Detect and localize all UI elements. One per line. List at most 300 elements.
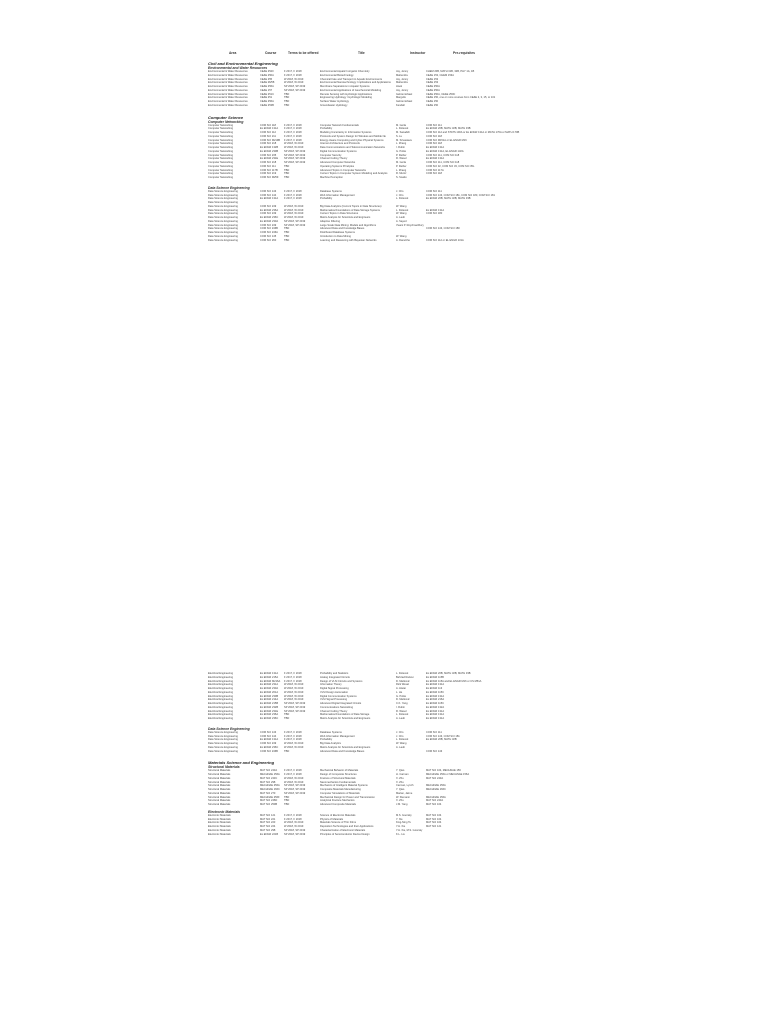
cell-prerequisites: COM SCI 118 — [426, 142, 442, 146]
cell-prerequisites: MAT SCI 121 — [426, 825, 442, 828]
cell-course: CE&E 157 — [260, 88, 273, 92]
cell-terms: W 2018, W 2019 — [284, 77, 304, 81]
cell-prerequisites: MAT SCI 104 — [426, 803, 442, 806]
cell-title: Current Topics in Data Structures — [320, 212, 359, 216]
cell-terms: F 2017, F 2018 — [284, 813, 302, 817]
cell-area: Computer Networking — [208, 164, 234, 168]
cell-instructor: L. Dolecek — [396, 713, 409, 717]
subsection-title: Data Science Engineering — [208, 185, 250, 190]
cell-terms: W 2018, W 2019 — [284, 146, 304, 149]
cell-title: Matrix Analysis for Scientists and Engineers — [320, 216, 371, 219]
cell-area: Electrical Engineering — [208, 717, 234, 720]
cell-title: Characterization of Electronic Materials — [320, 828, 366, 832]
cell-area: Electrical Engineering — [208, 690, 234, 694]
cell-instructor: L. Zhang — [396, 142, 407, 146]
cell-instructor: M. Gerla — [396, 161, 406, 164]
cell-prerequisites: MECHNAE 156A or MECHNAE 156A — [426, 773, 470, 776]
cell-area: Electronic Materials — [208, 813, 231, 817]
cell-instructor: Marian, Jaime — [396, 791, 413, 795]
cell-instructor: L. Dolecek — [396, 197, 409, 201]
cell-course: EL ENGR 214A — [260, 698, 279, 702]
cell-course: COM SCI 218 — [260, 161, 277, 164]
cell-area: Data Science Engineering — [208, 208, 238, 212]
cell-instructor: W. Wang — [396, 742, 407, 745]
cell-area: Electrical Engineering — [208, 672, 234, 675]
cell-title: Mechanical Behavior of Materials — [320, 769, 359, 773]
cell-area: Computer Networking — [208, 142, 234, 146]
cell-terms: TBD — [284, 100, 290, 103]
cell-instructor: Gebremichael — [396, 100, 413, 103]
cell-terms: TBD — [284, 92, 290, 96]
cell-instructor: C.K. Yang — [396, 702, 408, 705]
cell-area: Electrical Engineering — [208, 683, 234, 687]
cell-course: MAT SCI 243C — [260, 776, 278, 780]
cell-course: MAT SCI 223 — [260, 821, 276, 825]
cell-course: COM SCI M219B — [260, 138, 281, 142]
cell-terms: SP 2018, SP 2019 — [284, 149, 306, 153]
cell-instructor: P. Reiher — [396, 164, 407, 168]
cell-prerequisites: MECHNAE 156A — [426, 784, 446, 788]
cell-prerequisites: COM SCI 111 — [426, 730, 442, 734]
cell-instructor: Jay, Jenny — [396, 77, 409, 81]
cell-terms: SP 2018, SP 2019 — [284, 828, 306, 832]
cell-prerequisites — [426, 833, 528, 837]
cell-terms: SP 2018, SP 2019 — [284, 85, 306, 88]
cell-prerequisites: EL ENGR 131A — [426, 208, 445, 212]
table-row — [208, 750, 528, 754]
cell-terms: SP 2018, SP 2019 — [284, 161, 306, 164]
cell-terms: SP 2018, SP 2019 — [284, 223, 306, 227]
cell-terms: W 2018, W 2019 — [284, 212, 304, 216]
subsection-title: Structural Materials — [208, 765, 240, 770]
cell-instructor: L. Dolecek — [396, 208, 409, 212]
cell-area: Computer Networking — [208, 176, 234, 179]
header-course: Course — [265, 51, 277, 55]
cell-terms: SP 2018, SP 2019 — [284, 153, 306, 157]
cell-title: Mathematical Foundations of Data Storage Systems — [320, 208, 380, 212]
cell-course: EL ENGR 230A — [260, 219, 279, 223]
cell-instructor: A. Sayed — [396, 219, 407, 223]
cell-title: Advanced Computer Networks — [320, 161, 356, 164]
cell-prerequisites: COM SCI 117A — [426, 168, 444, 172]
subsection-title: Data Science Engineering — [208, 726, 250, 731]
cell-title: Probability — [320, 127, 333, 131]
cell-prerequisites: EL ENGR 20B, MATH 32B — [426, 738, 457, 742]
cell-title: Physics of Materials — [320, 817, 344, 821]
cell-title: Matrix Analysis for Scientists and Engineers — [320, 717, 371, 720]
cell-title: Probability — [320, 197, 333, 201]
cell-area: Structural Materials — [208, 788, 231, 791]
cell-terms: SP 2018, SP 2019 — [284, 157, 306, 161]
cell-instructor: J. Cho — [396, 734, 404, 738]
cell-instructor: G. Pottie — [396, 149, 407, 153]
cell-area: Structural Materials — [208, 799, 231, 803]
table-row — [208, 176, 528, 180]
cell-course: MECHNAE 156A — [260, 773, 280, 776]
cell-title: Digital Communication Systems — [320, 694, 357, 698]
cell-area: Data Science Engineering — [208, 745, 238, 749]
cell-terms: F 2017, F 2018 — [284, 672, 302, 675]
cell-area: Structural Materials — [208, 780, 231, 784]
cell-title: Introduction to Data Mining — [320, 234, 351, 238]
cell-prerequisites: EL ENGR 115C — [426, 690, 445, 694]
cell-instructor: M.S. Goorsky — [396, 813, 412, 817]
cell-title: Chemical Fate and Transport in Aquatic Environments — [320, 77, 382, 81]
cell-instructor: J. Cho — [396, 193, 404, 197]
cell-prerequisites: CHEM 20B, MATH 31B, 32B, PHY 1A, 1B — [426, 70, 475, 73]
cell-instructor: A. Laub — [396, 745, 405, 749]
cell-course: COM SCI 246A — [260, 231, 278, 234]
cell-area: Electronic Materials — [208, 817, 231, 821]
cell-course: COM SCI 118 — [260, 123, 276, 127]
cell-instructor: A. Alwan — [396, 687, 407, 690]
cell-instructor: L. Zhang — [396, 168, 407, 172]
cell-area: Electrical Engineering — [208, 698, 234, 702]
cell-area: Electrical Engineering — [208, 675, 234, 679]
cell-instructor: L. Dolecek — [396, 127, 409, 131]
cell-instructor: M. Gerla — [396, 123, 406, 127]
cell-terms: TBD — [284, 234, 290, 238]
cell-prerequisites: MAT SCI 104 — [426, 813, 442, 817]
cell-area: Data Science Engineering — [208, 193, 238, 197]
cell-title: Operating Systems Principles — [320, 164, 355, 168]
cell-title: Analytical Fracture Mechanics — [320, 799, 355, 803]
cell-instructor: I. Rubin — [396, 146, 405, 149]
cell-area: Computer Networking — [208, 161, 234, 164]
cell-title: Learning and Reasoning with Bayesian Networks — [320, 238, 377, 242]
cell-terms: SP 2018, SP 2019 — [284, 705, 306, 709]
cell-instructor: Carman, Lynch — [396, 784, 414, 788]
cell-instructor: S. Lu — [396, 134, 403, 138]
cell-title: Big Data Analytics (Current Topics in Data Structures) — [320, 204, 382, 208]
cell-instructor: R. Wesel — [396, 157, 407, 161]
cell-area: Structural Materials — [208, 803, 231, 806]
cell-instructor: Gebremichael — [396, 92, 413, 96]
cell-instructor: Mahendra — [396, 81, 408, 85]
cell-course: MAT SCI 243A — [260, 769, 278, 773]
cell-prerequisites: EL ENGR 131A, EL ENGR 132A — [426, 149, 464, 153]
table-row — [208, 833, 528, 837]
cell-title: Computer Security — [320, 153, 342, 157]
cell-title: Science of Electronic Materials — [320, 813, 356, 817]
cell-instructor: Kendall — [396, 103, 405, 107]
cell-area: Electrical Engineering — [208, 709, 234, 713]
cell-terms: F 2017, F 2018 — [284, 817, 302, 821]
cell-area: Environmental & Water Resources — [208, 92, 248, 96]
cell-prerequisites: EL ENGR 131A — [426, 709, 445, 713]
cell-instructor: X. Zhu — [396, 799, 404, 803]
cell-course: COM SCI 218 — [260, 142, 277, 146]
cell-terms: F 2017, F 2018 — [284, 738, 302, 742]
cell-title: Advanced Digital Integrated Circuits — [320, 702, 362, 705]
cell-terms: W 2018, W 2019 — [284, 81, 304, 85]
cell-title: VLSI Design Automation — [320, 690, 349, 694]
cell-terms: F 2017, F 2018 — [284, 134, 302, 138]
cell-prerequisites: CE&E 150 — [426, 103, 439, 107]
cell-prerequisites: CE&E 153 — [426, 81, 439, 85]
cell-title: Materials Science of Thin Films — [320, 821, 356, 825]
cell-area: Computer Networking — [208, 172, 234, 176]
cell-prerequisites: MAT SCI 243A — [426, 799, 444, 803]
cell-prerequisites: MECHNAE 156A — [426, 795, 446, 799]
cell-terms: TBD — [284, 164, 290, 168]
cell-title: Design of Composite Structures — [320, 773, 357, 776]
cell-title: Database Systems — [320, 189, 342, 193]
cell-course: MAT SCI 270 — [260, 791, 276, 795]
cell-instructor: X. Zhu — [396, 776, 404, 780]
cell-course: EL ENGR 131A — [260, 127, 279, 131]
cell-course: COM SCI 260 — [260, 238, 277, 242]
cell-title: Mathematical Foundations of Data Storage — [320, 713, 370, 717]
table-row — [208, 104, 528, 108]
cell-area: Electronic Materials — [208, 828, 231, 832]
cell-course: MECHNAE 256A — [260, 784, 280, 788]
cell-course: COM SCI 145 — [260, 234, 277, 238]
cell-title: Energy-Aware Computing and Cyber-Physical Systems — [320, 138, 384, 142]
cell-prerequisites: COM SCI 111, COM SCI 118 — [426, 161, 460, 164]
cell-prerequisites: EL ENGR 115A and EL ENGR M16 or CS M51A — [426, 679, 482, 683]
cell-title: Advanced Data and Knowledge Bases — [320, 749, 365, 753]
header-instructor: Instructor — [410, 51, 426, 55]
cell-instructor: Jay, Jenny — [396, 70, 409, 73]
cell-terms: F 2017, F 2018 — [284, 679, 302, 683]
cell-terms: TBD — [284, 795, 290, 799]
cell-course: COM SCI 235 — [260, 153, 277, 157]
cell-terms: W 2018, W 2019 — [284, 745, 304, 749]
cell-instructor: Jay, Jenny — [396, 88, 409, 92]
cell-title: Channel Coding Theory — [320, 709, 348, 713]
cell-instructor: Behzad Razavi — [396, 675, 414, 679]
cell-title: Distributed Database Systems — [320, 231, 355, 234]
cell-area: Structural Materials — [208, 791, 231, 795]
cell-terms: W 2018, W 2019 — [284, 687, 304, 690]
cell-terms: W 2018, W 2019 — [284, 776, 304, 780]
cell-course: EL ENGR 215A — [260, 675, 279, 679]
cell-terms: SP 2018, SP 2019 — [284, 788, 306, 791]
cell-course: EL ENGR 131A — [260, 672, 279, 675]
cell-title: Engineering Hydrology / Hydrologic Modeling — [320, 96, 372, 100]
cell-area: Environmental & Water Resources — [208, 70, 248, 73]
cell-course: EL ENGR 221B — [260, 832, 279, 836]
cell-prerequisites: EL ENGR 131A — [426, 157, 445, 161]
cell-area: Electrical Engineering — [208, 713, 234, 717]
cell-course: COM SCI 144 — [260, 734, 277, 738]
cell-course: MAT SCI 246D — [260, 799, 278, 803]
cell-instructor: Y.H. Xie — [396, 825, 406, 828]
cell-course: MAT SCI 298 — [260, 780, 276, 784]
cell-instructor: X. Zhu — [396, 780, 404, 784]
cell-instructor: M. Srivastava — [396, 138, 412, 142]
cell-prerequisites: COM SCI 143 — [426, 749, 443, 753]
course-table-top — [208, 57, 528, 245]
cell-area: Data Science Engineering — [208, 223, 238, 227]
cell-instructor: G. Pottie — [396, 694, 407, 698]
subsection-title: Computer Networking — [208, 119, 244, 124]
cell-terms: F 2017, F 2018 — [284, 127, 302, 131]
cell-area: Data Science Engineering — [208, 204, 238, 208]
cell-terms: SP 2018, SP 2019 — [284, 784, 306, 788]
cell-area: Computer Networking — [208, 149, 234, 153]
cell-course: COM SCI 143 — [260, 189, 277, 193]
cell-area: Data Science Engineering — [208, 238, 238, 242]
cell-prerequisites: CE&E 153 — [426, 77, 439, 81]
cell-instructor: D. Markovic — [396, 679, 410, 683]
cell-title: Advanced Topics in Computer Networks — [320, 168, 366, 172]
cell-area: Data Science Engineering — [208, 734, 238, 738]
cell-terms: F 2017, F 2018 — [284, 123, 302, 127]
cell-prerequisites: COM SCI 118 — [426, 134, 442, 138]
cell-course: COM SCI 144 — [260, 193, 277, 197]
cell-prerequisites: EL ENGR 115C — [426, 702, 445, 705]
cell-terms: W 2018, W 2019 — [284, 690, 304, 694]
cell-terms: W 2018, W 2019 — [284, 780, 304, 784]
cell-course: COM SCI 219 — [260, 172, 277, 176]
cell-instructor: R. Wesel — [396, 709, 407, 713]
cell-instructor: Mahendra — [396, 73, 408, 77]
cell-prerequisites: COM SCI 143, COM SCI 181 — [426, 734, 460, 738]
cell-area: Structural Materials — [208, 769, 231, 773]
subsection-title: Electronic Materials — [208, 809, 241, 814]
cell-instructor — [396, 750, 426, 754]
cell-course: MECHNAE 166C — [260, 788, 280, 791]
cell-prerequisites: EL ENGR 131A — [426, 713, 445, 717]
cell-instructor: A. Laub — [396, 216, 405, 219]
cell-area: Data Science Engineering — [208, 201, 238, 204]
cell-area: Data Science Engineering — [208, 197, 238, 201]
cell-terms: TBD — [284, 238, 290, 242]
header-area: Area — [229, 51, 237, 55]
cell-area: Computer Networking — [208, 157, 234, 161]
cell-instructor: P. Reiher — [396, 153, 407, 157]
cell-area: Data Science Engineering — [208, 216, 238, 219]
cell-prerequisites: COM SCI 180 — [426, 212, 443, 216]
cell-instructor: Y. Qiao — [396, 769, 405, 773]
cell-title: Fracture of Structural Materials — [320, 776, 356, 780]
cell-area: Data Science Engineering — [208, 730, 238, 734]
cell-terms: F 2017, F 2018 — [284, 73, 302, 77]
cell-terms: SP 2018, SP 2019 — [284, 709, 306, 713]
cell-instructor: L. Dolecek — [396, 672, 409, 675]
cell-prerequisites: COM SCI 143, COM SCI 181, COM SCI 180, COM SCI 181 — [426, 193, 495, 197]
cell-instructor: J. Cho — [396, 730, 404, 734]
cell-area: Computer Networking — [208, 134, 234, 138]
cell-area: Electrical Engineering — [208, 687, 234, 690]
cell-terms: TBD — [284, 799, 290, 803]
cell-course: EL ENGR 201A — [260, 690, 279, 694]
cell-prerequisites: CE&E 150, one or more courses from CE&E 2, 3, 15, or 101 — [426, 96, 496, 100]
cell-instructor: Y.H. Xie, M.S. Goorsky — [396, 828, 423, 832]
cell-terms: TBD — [284, 168, 290, 172]
cell-instructor: Y. Xie — [396, 817, 403, 821]
cell-course: EL ENGR 236A — [260, 208, 279, 212]
cell-title: Analog Integrated Circuits — [320, 675, 350, 679]
cell-title: Communications Networking — [320, 705, 354, 709]
cell-terms: W 2018, W 2019 — [284, 683, 304, 687]
cell-area: Environmental & Water Resources — [208, 77, 248, 81]
cell-area: Environmental & Water Resources — [208, 73, 248, 77]
cell-prerequisites: CE&E 153, CHEM 153A — [426, 73, 454, 77]
cell-prerequisites: COM SCI 112 or EL ENGR 131A — [426, 238, 464, 242]
cell-area: Electrical Engineering — [208, 679, 234, 683]
cell-title: Web Information Management — [320, 734, 355, 738]
table-row — [208, 239, 528, 243]
cell-instructor: I. Rubin — [396, 705, 405, 709]
cell-prerequisites: EL ENGR 131A — [426, 146, 445, 149]
cell-terms: SP 2018, SP 2019 — [284, 88, 306, 92]
cell-area: Electronic Materials — [208, 832, 231, 836]
cell-area: Structural Materials — [208, 776, 231, 780]
cell-course: EL ENGR 215B — [260, 702, 279, 705]
cell-area: Structural Materials — [208, 784, 231, 788]
cell-title: Probability — [320, 738, 333, 742]
cell-title: Deposition Technologies and their Applications — [320, 825, 374, 828]
cell-area: Computer Networking — [208, 146, 234, 149]
cell-area: Electronic Materials — [208, 821, 231, 825]
cell-terms: W 2018, W 2019 — [284, 694, 304, 698]
cell-prerequisites: CE&E 150 — [426, 100, 439, 103]
cell-title: VLSI Signal Processing — [320, 698, 348, 702]
cell-course: MAT SCI 298 — [260, 828, 276, 832]
cell-prerequisites: COM SCI 111 — [426, 123, 442, 127]
cell-terms: TBD — [284, 103, 290, 107]
cell-course: COM SCI M259 — [260, 176, 279, 179]
cell-prerequisites: EL ENGR 216A — [426, 698, 445, 702]
cell-title: Channel Coding Theory — [320, 157, 348, 161]
cell-prerequisites: CE&E 250A, CE&E 250C — [426, 92, 456, 96]
cell-title: Principles of Semiconductor Device Design — [320, 832, 370, 836]
cell-title: Information Theory — [320, 683, 342, 687]
cell-course: COM SCI 112 — [260, 131, 276, 134]
cell-instructor: K.L. Liu — [396, 832, 405, 836]
cell-title: Advanced Composite Materials — [320, 803, 356, 806]
cell-course: COM SCI 249 — [260, 223, 277, 227]
cell-course: COM SCI 246B — [260, 749, 278, 753]
cell-terms: TBD — [284, 231, 290, 234]
cell-prerequisites: COM SCI 32, COM SCI 33, COM SCI 35L — [426, 164, 475, 168]
cell-title: Big Data Analytics — [320, 742, 341, 745]
cell-area: Environmental & Water Resources — [208, 85, 248, 88]
cell-terms: TBD — [284, 227, 290, 231]
cell-prerequisites: COM SCI M151A or EL ENGR M16 — [426, 138, 467, 142]
cell-terms: W 2018, W 2019 — [284, 208, 304, 212]
cell-terms: W 2018, W 2019 — [284, 698, 304, 702]
cell-terms: F 2017, F 2018 — [284, 189, 302, 193]
cell-prerequisites: COM SCI 143, COM SCI 180 — [426, 227, 460, 231]
cell-prerequisites: MECHNAE 166C — [426, 788, 446, 791]
cell-title: Mechanical Design for Power and Transmission — [320, 795, 375, 799]
cell-area: Environmental & Water Resources — [208, 96, 248, 100]
cell-title: Environmental Applications of Geochemical Modeling — [320, 88, 382, 92]
cell-prerequisites: EL ENGR 132A — [426, 705, 445, 709]
cell-terms: W 2018, W 2019 — [284, 216, 304, 219]
cell-course: CE&E 256A — [260, 100, 274, 103]
cell-instructor: R. Muntz — [396, 172, 407, 176]
cell-prerequisites: MAT SCI 104, MECHNAE 156 — [426, 769, 461, 773]
cell-terms: W 2018, W 2019 — [284, 821, 304, 825]
cell-course: CE&E 256A — [260, 85, 274, 88]
cell-course: CE&E 251C — [260, 92, 274, 96]
section-title: Civil and Environmental Engineering — [208, 61, 278, 66]
cell-instructor: A. Laub — [396, 717, 405, 720]
cell-terms: F 2017, F 2018 — [284, 773, 302, 776]
header-prerequisites: Pre-requisites — [453, 51, 475, 55]
cell-area: Data Science Engineering — [208, 219, 238, 223]
cell-course: MAT SCI 121 — [260, 813, 276, 817]
cell-course: EL ENGR 231A — [260, 683, 279, 687]
cell-terms: W 2018, W 2019 — [284, 825, 304, 828]
cell-area: Structural Materials — [208, 773, 231, 776]
table-row — [208, 717, 528, 721]
